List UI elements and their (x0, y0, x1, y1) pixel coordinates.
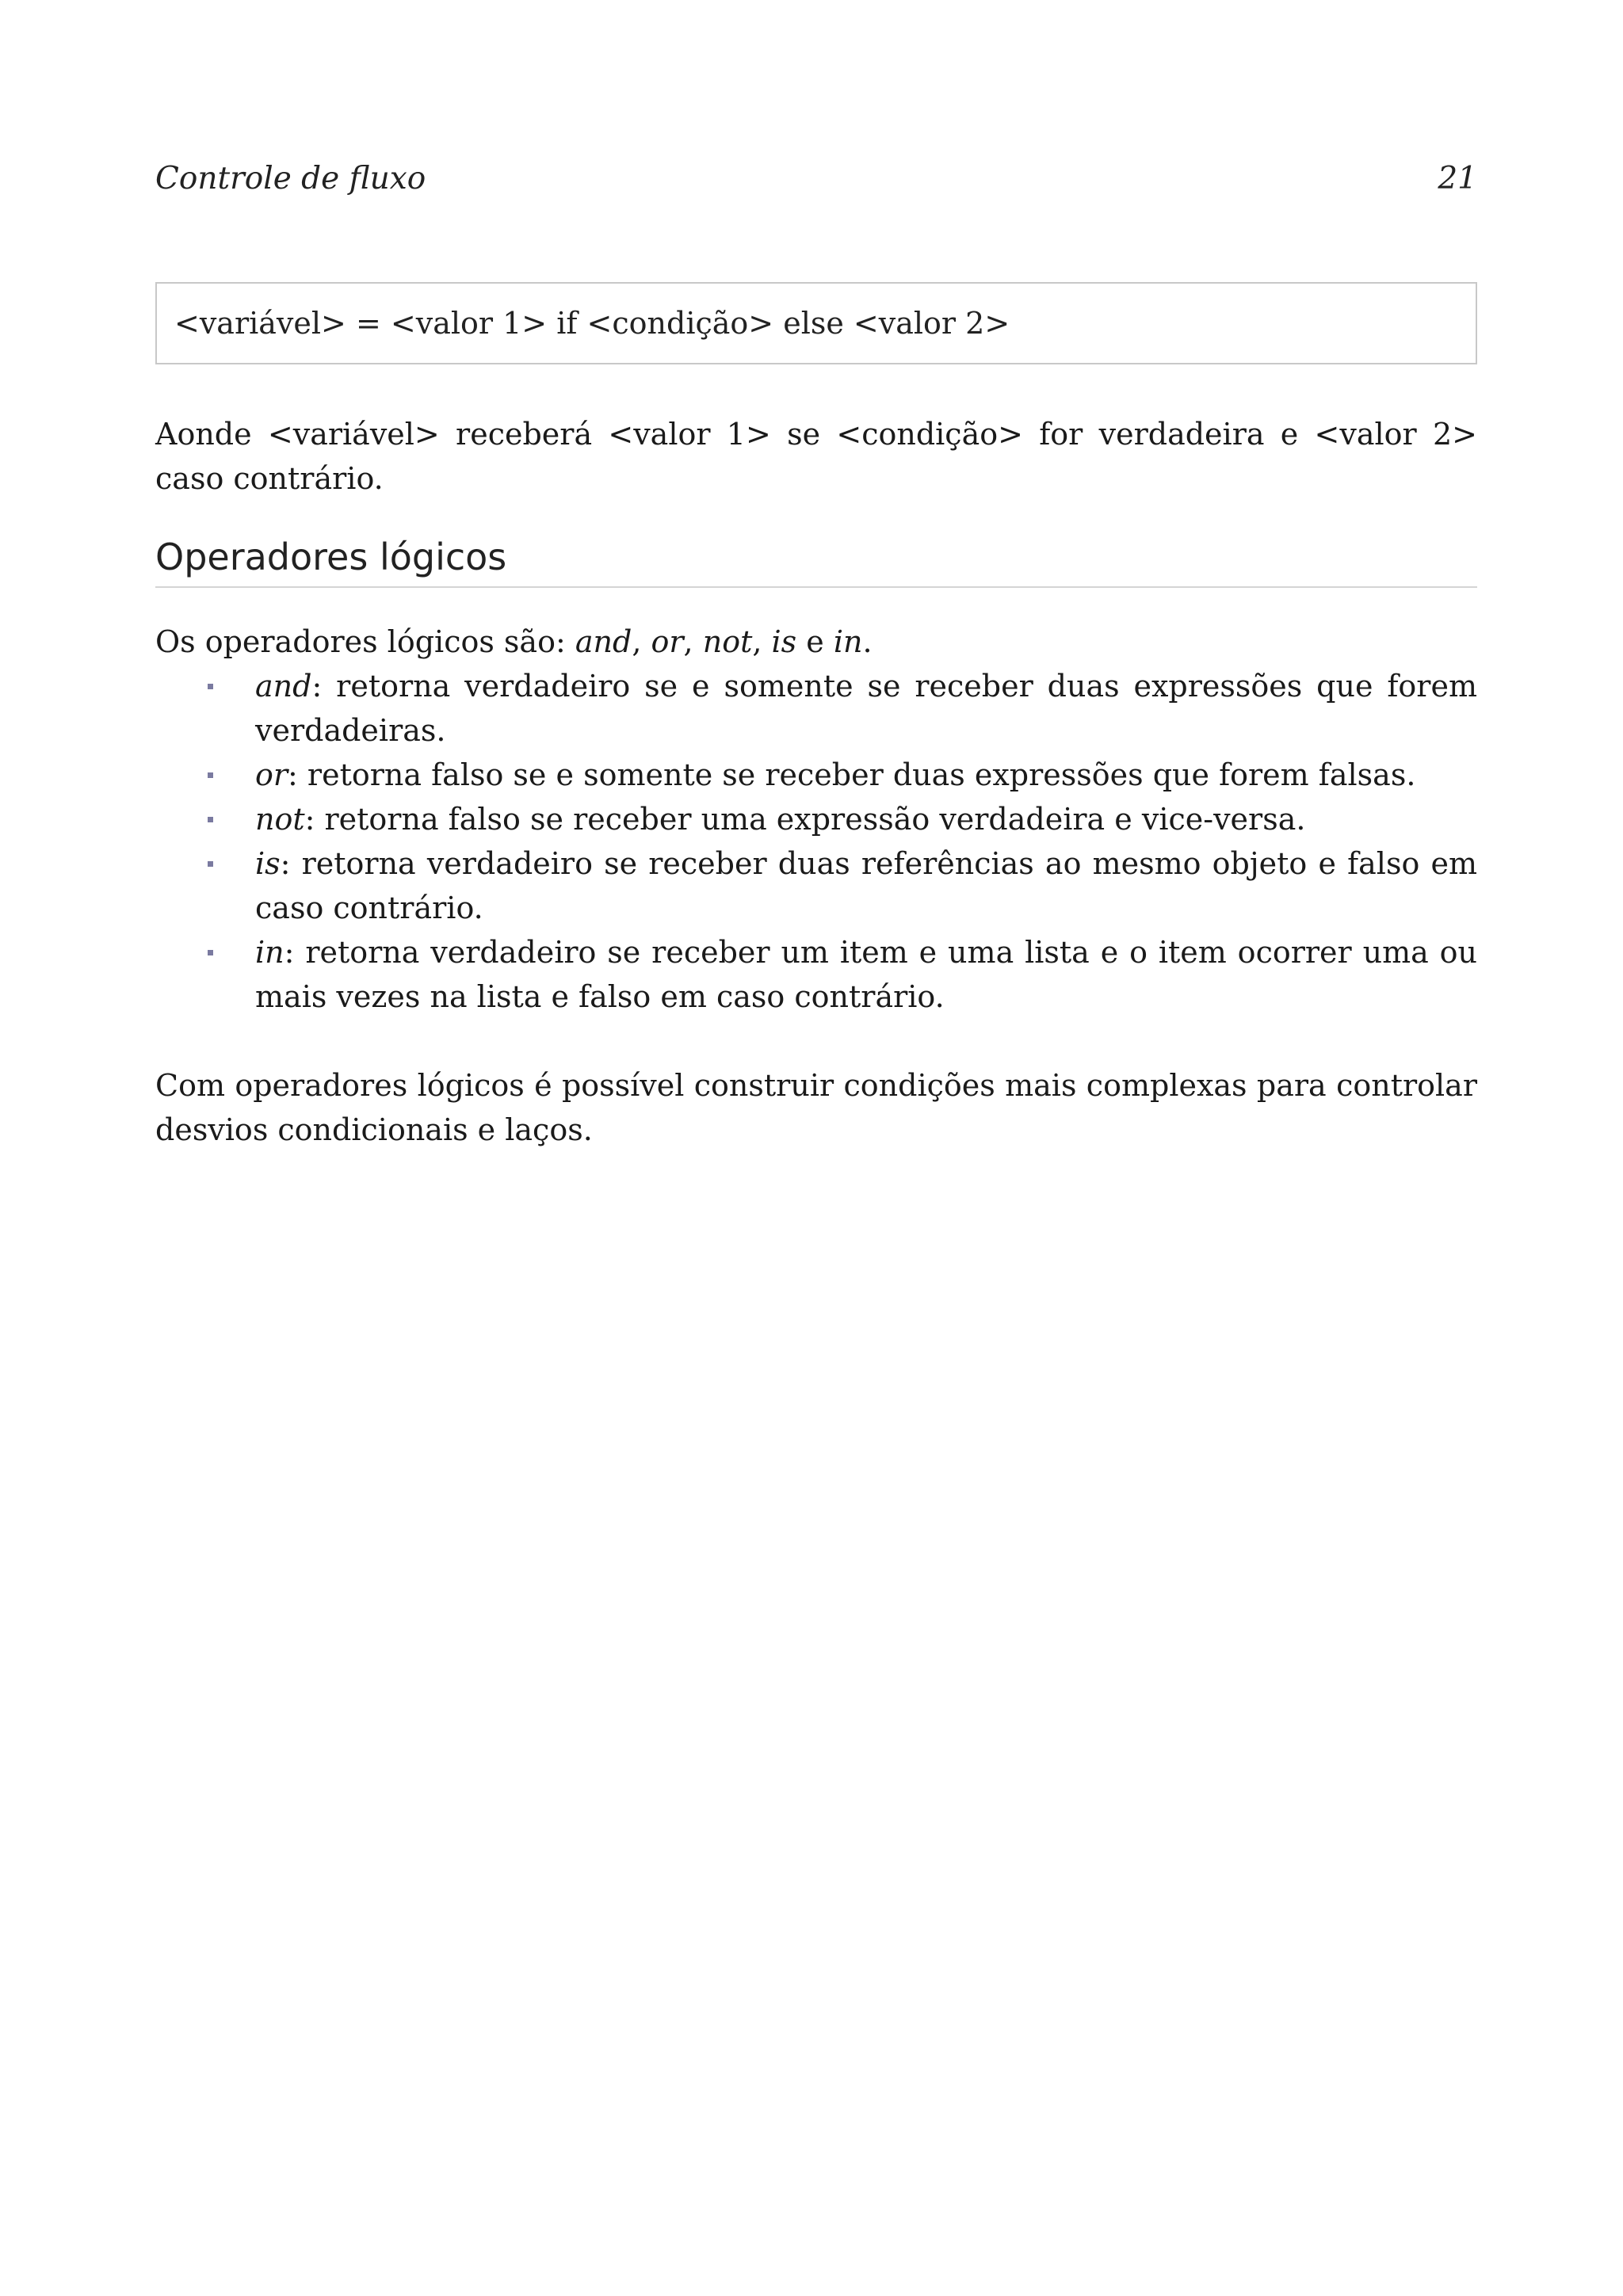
operator-description: : retorna verdadeiro se receber um item e uma lista e o item ocorrer uma ou mais vezes na lista e falso em caso contrário. (255, 935, 1477, 1014)
intro-separator: , (683, 624, 703, 659)
intro-term-is: is (771, 624, 797, 659)
code-text: <variável> = <valor 1> if <condição> else <valor 2> (174, 306, 1010, 341)
intro-term-or: or (651, 624, 684, 659)
operator-term: and (255, 669, 312, 704)
list-item (155, 753, 1477, 797)
intro-paragraph (155, 620, 1477, 664)
bullet-square-icon (208, 684, 213, 689)
intro-separator: , (752, 624, 772, 659)
page-content (155, 412, 1477, 1152)
operator-term: not (255, 802, 305, 837)
list-item (155, 841, 1477, 930)
operator-term: or (255, 757, 288, 792)
intro-period: . (862, 624, 873, 659)
operators-list (155, 664, 1477, 1019)
intro-term-in: in (833, 624, 863, 659)
list-item (155, 664, 1477, 753)
section-heading: Operadores lógicos (155, 532, 1477, 588)
intro-text: Os operadores lógicos são: (155, 624, 575, 659)
operator-description: : retorna falso se e somente se receber duas expressões que forem falsas. (288, 757, 1416, 792)
list-item (155, 930, 1477, 1019)
running-header-title: Controle de fluxo (155, 161, 426, 196)
explanation-paragraph: Aonde <variável> receberá <valor 1> se <condição> for verdadeira e <valor 2> caso contrário. (155, 417, 1477, 496)
operator-description: : retorna verdadeiro se e somente se receber duas expressões que forem verdadeiras. (255, 669, 1477, 748)
operator-description: : retorna falso se receber uma expressão verdadeira e vice-versa. (304, 802, 1306, 837)
list-item (155, 797, 1477, 841)
operator-term: in (255, 935, 285, 970)
operator-description: : retorna verdadeiro se receber duas referências ao mesmo objeto e falso em caso contrário. (255, 846, 1477, 925)
intro-separator: , (632, 624, 651, 659)
bullet-square-icon (208, 772, 213, 778)
intro-term-and: and (575, 624, 632, 659)
closing-paragraph: Com operadores lógicos é possível construir condições mais complexas para controlar desvios condicionais e laços. (155, 1068, 1477, 1147)
intro-term-not: not (702, 624, 753, 659)
intro-separator: e (796, 624, 834, 659)
page-number: 21 (1438, 161, 1477, 196)
bullet-square-icon (208, 817, 213, 822)
bullet-square-icon (208, 950, 213, 955)
code-box (155, 282, 1477, 364)
bullet-square-icon (208, 861, 213, 867)
operator-term: is (255, 846, 281, 881)
